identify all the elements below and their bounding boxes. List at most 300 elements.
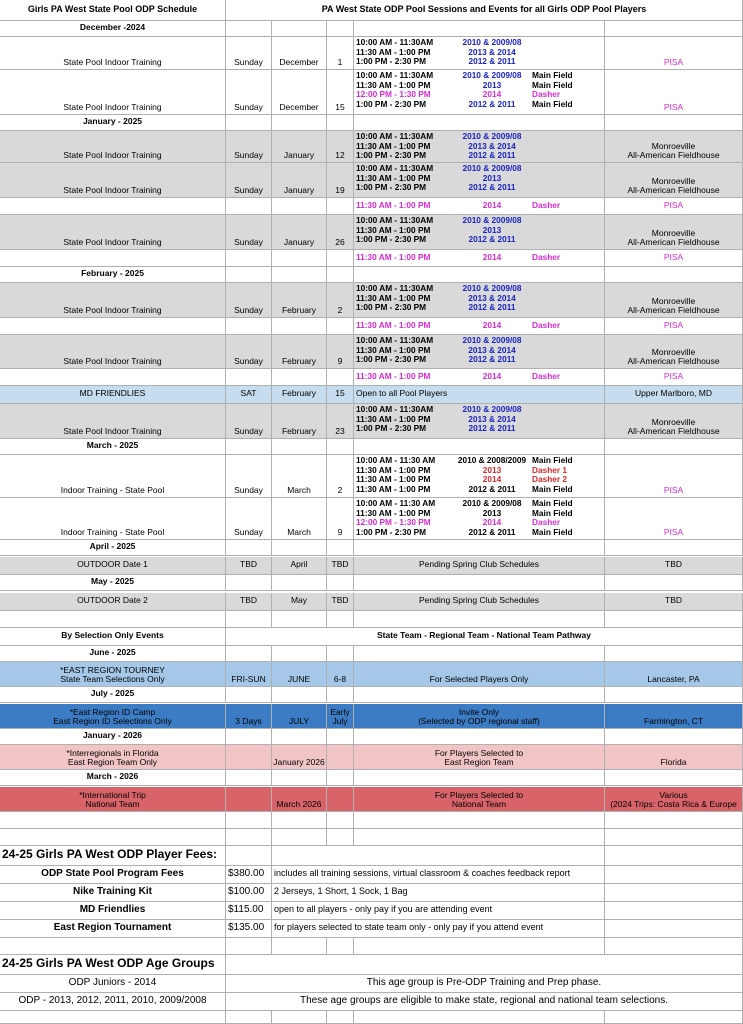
session-field	[532, 174, 602, 184]
month-label-text: January - 2026	[82, 730, 143, 741]
empty-cell	[605, 1011, 743, 1023]
empty-cell	[605, 575, 743, 590]
session-age-group: 2013 & 2014	[468, 413, 516, 424]
month-label	[0, 646, 226, 661]
session-age-group: 2010 & 2009/08	[462, 404, 522, 414]
age-group-row	[0, 993, 743, 1011]
session-field	[532, 48, 602, 58]
session-field: Main Field	[532, 98, 573, 109]
event-date-text: 1	[337, 57, 343, 68]
event-month	[272, 787, 327, 811]
empty-cell	[327, 646, 354, 661]
session-note	[354, 745, 605, 769]
event-date-text: 6-8	[333, 674, 347, 685]
dasher-row	[0, 318, 743, 335]
event-location	[605, 386, 743, 403]
training-row	[0, 404, 743, 439]
empty-cell	[327, 938, 354, 954]
event-month	[272, 283, 327, 317]
session-note-text: (Selected by ODP regional staff)	[418, 716, 540, 727]
month-label	[0, 687, 226, 702]
event-month-text: JULY	[288, 716, 310, 727]
event-date-text: July	[332, 716, 348, 727]
event-day	[226, 131, 272, 162]
empty-cell	[354, 540, 605, 555]
event-month	[272, 404, 327, 438]
event-name	[0, 404, 226, 438]
empty-cell	[605, 611, 743, 627]
empty-cell	[605, 920, 743, 937]
event-day-text: SAT	[240, 388, 257, 399]
empty-cell	[272, 198, 327, 214]
empty-cell	[0, 250, 226, 266]
session-time: 10:00 AM - 11:30 AM	[356, 455, 436, 465]
session-time: 1:00 PM - 2:30 PM	[356, 56, 427, 67]
session-note-text: Pending Spring Club Schedules	[418, 595, 540, 606]
session-line	[356, 151, 602, 161]
event-name-text: MD FRIENDLIES	[79, 388, 146, 399]
spacer-row	[0, 1011, 743, 1024]
event-date	[327, 283, 354, 317]
interregionals-row	[0, 745, 743, 770]
empty-cell	[354, 267, 605, 282]
session-age-group: 2014	[482, 251, 502, 262]
session-field: Main Field	[532, 507, 573, 518]
schedule-title	[0, 0, 226, 20]
month-header	[0, 115, 743, 131]
session-age-group: 2010 & 2009/08	[462, 131, 522, 141]
event-name	[0, 386, 226, 403]
month-label-text: January - 2025	[82, 116, 143, 127]
session-note-text: Pending Spring Club Schedules	[418, 559, 540, 570]
fee-name-text: ODP State Pool Program Fees	[41, 868, 184, 880]
international-trip-row	[0, 787, 743, 812]
event-month	[272, 593, 327, 610]
event-name-text: State Pool Indoor Training	[63, 426, 162, 437]
session-field	[532, 57, 602, 67]
session-field	[532, 235, 602, 245]
empty-cell	[0, 829, 226, 845]
event-location-text: PISA	[663, 102, 684, 113]
event-location-text: (2024 Trips: Costa Rica & Europe	[610, 799, 737, 810]
empty-cell	[272, 687, 327, 702]
month-label	[0, 439, 226, 454]
event-month	[272, 557, 327, 574]
event-month	[272, 386, 327, 403]
empty-cell	[226, 267, 272, 282]
month-header	[0, 729, 743, 745]
session-time: 1:00 PM - 2:30 PM	[356, 234, 427, 245]
event-location-text: Monroeville	[651, 346, 696, 357]
empty-cell	[226, 21, 272, 36]
event-name-text: *EAST REGION TOURNEY	[60, 664, 165, 675]
empty-cell	[327, 21, 354, 36]
session-note	[354, 787, 605, 811]
event-day	[226, 455, 272, 497]
event-date-text: TBD	[331, 559, 349, 570]
session-time: 1:00 PM - 2:30 PM	[356, 423, 427, 434]
session-time: 11:30 AM - 1:00 PM	[356, 344, 431, 355]
event-location-text: PISA	[663, 57, 684, 68]
event-name	[0, 163, 226, 197]
session-age-group: 2014	[482, 89, 502, 100]
event-location	[605, 198, 743, 214]
month-label-text: May - 2025	[91, 576, 134, 587]
empty-cell	[272, 729, 327, 744]
ages-title	[0, 955, 226, 974]
empty-cell	[0, 938, 226, 954]
event-date	[327, 70, 354, 114]
event-day-text: Sunday	[234, 102, 263, 113]
fee-description-text: 2 Jerseys, 1 Short, 1 Sock, 1 Bag	[274, 886, 408, 897]
fee-name	[0, 884, 226, 901]
fees-title	[0, 846, 226, 865]
event-location-text: All-American Fieldhouse	[627, 305, 720, 316]
event-month	[272, 215, 327, 249]
event-date	[327, 37, 354, 69]
event-name	[0, 745, 226, 769]
session-times	[354, 163, 605, 197]
session-time: 11:30 AM - 1:00 PM	[356, 292, 431, 303]
spacer-row	[0, 938, 743, 955]
event-day-text: Sunday	[234, 150, 263, 161]
session-time: 10:00 AM - 11:30AM	[356, 70, 434, 80]
session-line	[356, 355, 602, 365]
fees-title-row	[0, 846, 743, 866]
empty-cell	[327, 1011, 354, 1023]
empty-cell	[226, 846, 272, 865]
session-field	[532, 424, 602, 434]
session-age-group: 2012 & 2011	[468, 423, 516, 434]
event-name	[0, 593, 226, 610]
session-age-group: 2012 & 2011	[468, 526, 516, 537]
event-name	[0, 498, 226, 539]
session-age-group: 2012 & 2011	[468, 354, 516, 365]
fee-amount-text: $135.00	[228, 922, 265, 934]
event-month	[272, 498, 327, 539]
session-field	[532, 151, 602, 161]
event-name-text: State Pool Indoor Training	[63, 150, 162, 161]
empty-cell	[226, 611, 272, 627]
empty-cell	[0, 198, 226, 214]
event-day-text: Sunday	[234, 57, 263, 68]
age-group-name	[0, 993, 226, 1010]
empty-cell	[605, 884, 743, 901]
age-group-description	[226, 975, 743, 992]
event-name	[0, 455, 226, 497]
fee-amount-text: $380.00	[228, 868, 265, 880]
empty-cell	[272, 439, 327, 454]
event-day-text: Sunday	[234, 426, 263, 437]
fee-amount-text: $115.00	[228, 904, 264, 916]
session-field	[532, 216, 602, 226]
event-location	[605, 318, 743, 334]
month-label	[0, 770, 226, 785]
empty-cell	[354, 439, 605, 454]
age-group-description-text: This age group is Pre-ODP Training and Prep phase.	[366, 977, 602, 989]
event-name-text: State Pool Indoor Training	[63, 102, 162, 113]
empty-cell	[226, 829, 272, 845]
event-name-text: State Pool Indoor Training	[63, 356, 162, 367]
event-date	[327, 335, 354, 368]
age-group-name-text: ODP - 2013, 2012, 2011, 2010, 2009/2008	[18, 995, 207, 1007]
event-name	[0, 37, 226, 69]
empty-cell	[327, 787, 354, 811]
empty-cell	[272, 770, 327, 785]
session-time: 10:00 AM - 11:30AM	[356, 283, 434, 293]
session-age-group: 2013	[482, 172, 502, 183]
event-day-text: TBD	[240, 595, 257, 606]
event-date-text: TBD	[331, 595, 349, 606]
empty-cell	[354, 115, 605, 130]
event-day	[226, 404, 272, 438]
event-name-text: *International Trip	[79, 789, 146, 800]
session-field	[532, 183, 602, 193]
fee-description	[272, 920, 605, 937]
event-location-text: PISA	[663, 319, 684, 330]
session-age-group: 2013	[482, 79, 502, 90]
empty-cell	[272, 812, 327, 828]
event-day-text: Sunday	[234, 185, 263, 196]
session-note-text: For Players Selected to	[434, 747, 524, 758]
event-month	[272, 163, 327, 197]
fee-row	[0, 902, 743, 920]
event-location	[605, 163, 743, 197]
empty-cell	[327, 198, 354, 214]
session-field	[532, 164, 602, 174]
empty-cell	[354, 687, 605, 702]
empty-cell	[327, 267, 354, 282]
empty-cell	[605, 646, 743, 661]
session-age-group: 2010 & 2009/08	[462, 215, 522, 225]
event-month-text: February	[281, 388, 316, 399]
fee-row	[0, 884, 743, 902]
empty-cell	[605, 866, 743, 883]
session-line	[356, 372, 602, 382]
fee-description	[272, 884, 605, 901]
session-age-group: 2013 & 2014	[468, 292, 516, 303]
outdoor-row	[0, 557, 743, 575]
session-time: 1:00 PM - 2:30 PM	[356, 150, 427, 161]
empty-cell	[272, 21, 327, 36]
month-header	[0, 540, 743, 556]
fees-title-text: 24-25 Girls PA West ODP Player Fees:	[2, 847, 217, 862]
session-time: 11:30 AM - 1:00 PM	[356, 464, 431, 475]
event-month-text: JUNE	[287, 674, 311, 685]
session-times	[354, 70, 605, 114]
spacer-row	[0, 812, 743, 829]
session-time: 11:30 AM - 1:00 PM	[356, 507, 431, 518]
session-note-text: East Region Team	[444, 757, 514, 768]
session-field: Dasher	[532, 89, 561, 100]
session-line	[356, 201, 602, 211]
event-date-text: 15	[335, 388, 345, 399]
event-month	[272, 455, 327, 497]
empty-cell	[605, 267, 743, 282]
empty-cell	[226, 729, 272, 744]
fee-description-text: includes all training sessions, virtual classroom & coaches feedback report	[274, 868, 571, 879]
session-age-group: 2012 & 2011	[468, 234, 516, 245]
dasher-session	[354, 318, 605, 334]
event-date	[327, 557, 354, 574]
empty-cell	[605, 829, 743, 845]
session-line	[356, 424, 602, 434]
session-field: Dasher	[532, 251, 561, 262]
event-location	[605, 70, 743, 114]
event-day	[226, 283, 272, 317]
event-month-text: March	[287, 485, 311, 496]
training-row	[0, 215, 743, 250]
empty-cell	[605, 812, 743, 828]
empty-cell	[354, 729, 605, 744]
empty-cell	[226, 787, 272, 811]
session-line	[356, 253, 602, 263]
session-times	[354, 455, 605, 497]
event-name	[0, 787, 226, 811]
event-date	[327, 704, 354, 728]
event-month-text: March 2026	[276, 799, 322, 810]
event-name-text: Indoor Training - State Pool	[60, 485, 165, 496]
event-name-text: State Pool Indoor Training	[63, 305, 162, 316]
empty-cell	[0, 812, 226, 828]
empty-cell	[272, 250, 327, 266]
empty-cell	[226, 540, 272, 555]
empty-cell	[272, 829, 327, 845]
dasher-row	[0, 250, 743, 267]
event-day	[226, 593, 272, 610]
dasher-session	[354, 250, 605, 266]
month-header	[0, 770, 743, 786]
session-age-group: 2010 & 2009/08	[462, 283, 522, 293]
session-line	[356, 303, 602, 313]
empty-cell	[272, 846, 605, 865]
month-label-text: December -2024	[79, 22, 146, 33]
empty-cell	[272, 540, 327, 555]
empty-cell	[354, 575, 605, 590]
empty-cell	[605, 540, 743, 555]
age-group-name	[0, 975, 226, 992]
session-field	[532, 284, 602, 294]
empty-cell	[605, 687, 743, 702]
event-day	[226, 215, 272, 249]
session-line	[356, 57, 602, 67]
event-date-text: 26	[335, 237, 345, 248]
session-age-group: 2013	[482, 464, 502, 475]
empty-cell	[226, 318, 272, 334]
empty-cell	[605, 729, 743, 744]
event-date	[327, 386, 354, 403]
session-note	[354, 704, 605, 728]
empty-cell	[0, 318, 226, 334]
event-location-text: PISA	[663, 485, 684, 496]
empty-cell	[226, 198, 272, 214]
event-day	[226, 70, 272, 114]
fee-name	[0, 866, 226, 883]
empty-cell	[226, 439, 272, 454]
event-location	[605, 283, 743, 317]
session-field: Dasher	[532, 370, 561, 381]
session-age-group: 2010 & 2009/08	[462, 37, 522, 47]
event-month-text: May	[290, 595, 308, 606]
session-field: Main Field	[532, 526, 573, 537]
session-field	[532, 355, 602, 365]
empty-cell	[354, 646, 605, 661]
month-header	[0, 21, 743, 37]
empty-cell	[226, 115, 272, 130]
session-time: 11:30 AM - 1:00 PM	[356, 46, 431, 57]
empty-cell	[272, 369, 327, 385]
month-label-text: March - 2025	[86, 440, 139, 451]
event-day-text: Sunday	[234, 485, 263, 496]
event-month	[272, 704, 327, 728]
dasher-row	[0, 198, 743, 215]
event-name-text: East Region ID Selections Only	[53, 716, 172, 727]
session-field: Dasher	[532, 517, 561, 528]
fee-row	[0, 866, 743, 884]
event-location-text: TBD	[665, 559, 682, 570]
session-time: 11:30 AM - 1:00 PM	[356, 319, 431, 330]
empty-cell	[272, 646, 327, 661]
event-day	[226, 163, 272, 197]
session-field: Main Field	[532, 483, 573, 494]
training-row	[0, 163, 743, 198]
training-row	[0, 37, 743, 70]
session-time: 10:00 AM - 11:30AM	[356, 131, 434, 141]
event-name-text: State Pool Indoor Training	[63, 57, 162, 68]
empty-cell	[226, 646, 272, 661]
month-label	[0, 267, 226, 282]
event-month-text: February	[281, 305, 316, 316]
fee-row	[0, 920, 743, 938]
event-month	[272, 70, 327, 114]
dasher-session	[354, 369, 605, 385]
event-location	[605, 215, 743, 249]
dasher-row	[0, 369, 743, 386]
empty-cell	[327, 812, 354, 828]
session-age-group: 2010 & 2008/2009	[457, 455, 527, 465]
empty-cell	[354, 812, 605, 828]
pathway-title	[226, 628, 743, 645]
session-time: 11:30 AM - 1:00 PM	[356, 140, 431, 151]
session-line	[356, 100, 602, 110]
event-name-text: East Region Team Only	[67, 757, 158, 768]
session-field: Main Field	[532, 70, 573, 80]
session-time: 11:30 AM - 1:00 PM	[356, 474, 431, 485]
session-field: Main Field	[532, 79, 573, 90]
session-age-group: 2014	[482, 370, 502, 381]
event-location-text: All-American Fieldhouse	[627, 237, 720, 248]
empty-cell	[354, 770, 605, 785]
empty-cell	[605, 115, 743, 130]
schedule-title-text: Girls PA West State Pool ODP Schedule	[27, 3, 198, 14]
session-time: 1:00 PM - 2:30 PM	[356, 302, 427, 313]
event-date	[327, 662, 354, 686]
empty-cell	[605, 439, 743, 454]
empty-cell	[327, 439, 354, 454]
empty-cell	[605, 902, 743, 919]
ages-title-row	[0, 955, 743, 975]
session-field: Dasher	[532, 319, 561, 330]
training-row	[0, 283, 743, 318]
empty-cell	[327, 115, 354, 130]
event-name	[0, 335, 226, 368]
empty-cell	[226, 687, 272, 702]
month-label	[0, 21, 226, 36]
session-field: Dasher	[532, 199, 561, 210]
session-note-text: Open to all Pool Players	[356, 388, 448, 399]
month-label	[0, 115, 226, 130]
event-name-text: State Pool Indoor Training	[63, 185, 162, 196]
